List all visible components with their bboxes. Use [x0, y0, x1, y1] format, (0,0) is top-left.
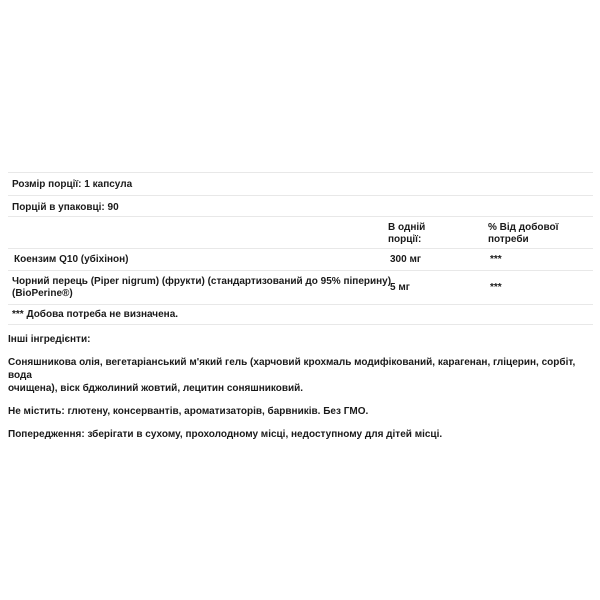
other-ingredients — [8, 356, 593, 395]
ingredients-line2: очищена), віск бджолиний жовтий, лецитин соняшниковий. — [8, 383, 304, 394]
amount-header-line2: порції: — [388, 234, 422, 245]
table-row — [8, 270, 593, 304]
dv-header-line2: потреби — [488, 234, 529, 245]
table-row — [8, 248, 593, 270]
footnote-row — [8, 304, 593, 325]
nutrient-table — [8, 217, 593, 325]
footnote: *** Добова потреба не визначена. — [12, 309, 179, 320]
other-info — [8, 333, 593, 451]
free-from: Не містить: глютену, консервантів, ароматизаторів, барвників. Без ГМО. — [8, 406, 369, 417]
daily-value-header — [488, 222, 558, 246]
nutrient-dv: *** — [490, 254, 502, 265]
serving-size-row — [8, 172, 593, 195]
ingredients-line1: Соняшникова олія, вегетаріанський м'який гель (харчовий крохмаль модифікований, карагенан, гліцерин, сорбіт, вода — [8, 357, 576, 381]
nutrient-name: Коензим Q10 (убіхінон) — [14, 254, 129, 265]
nutrient-name-line1: Чорний перець (Piper nigrum) (фрукти) (стандартизований до 95% піперину) — [12, 276, 392, 287]
amount-header — [388, 222, 425, 246]
servings-per-container-row — [8, 195, 593, 217]
supplement-facts-panel — [8, 172, 593, 325]
servings-per-container: Порцій в упаковці: 90 — [12, 202, 119, 213]
nutrient-name — [12, 276, 391, 300]
dv-header-line1: % Від добової — [488, 222, 559, 233]
table-header — [8, 217, 593, 248]
warning: Попередження: зберігати в сухому, прохолодному місці, недоступному для дітей місці. — [8, 429, 443, 440]
nutrient-name-line2: (BioPerine®) — [12, 288, 73, 299]
serving-size: Розмір порції: 1 капсула — [12, 179, 133, 190]
other-ingredients-heading: Інші інгредієнти: — [8, 334, 91, 345]
amount-header-line1: В одній — [388, 222, 426, 233]
nutrient-amount: 5 мг — [390, 282, 410, 293]
nutrient-dv: *** — [490, 282, 502, 293]
nutrient-amount: 300 мг — [390, 254, 422, 265]
